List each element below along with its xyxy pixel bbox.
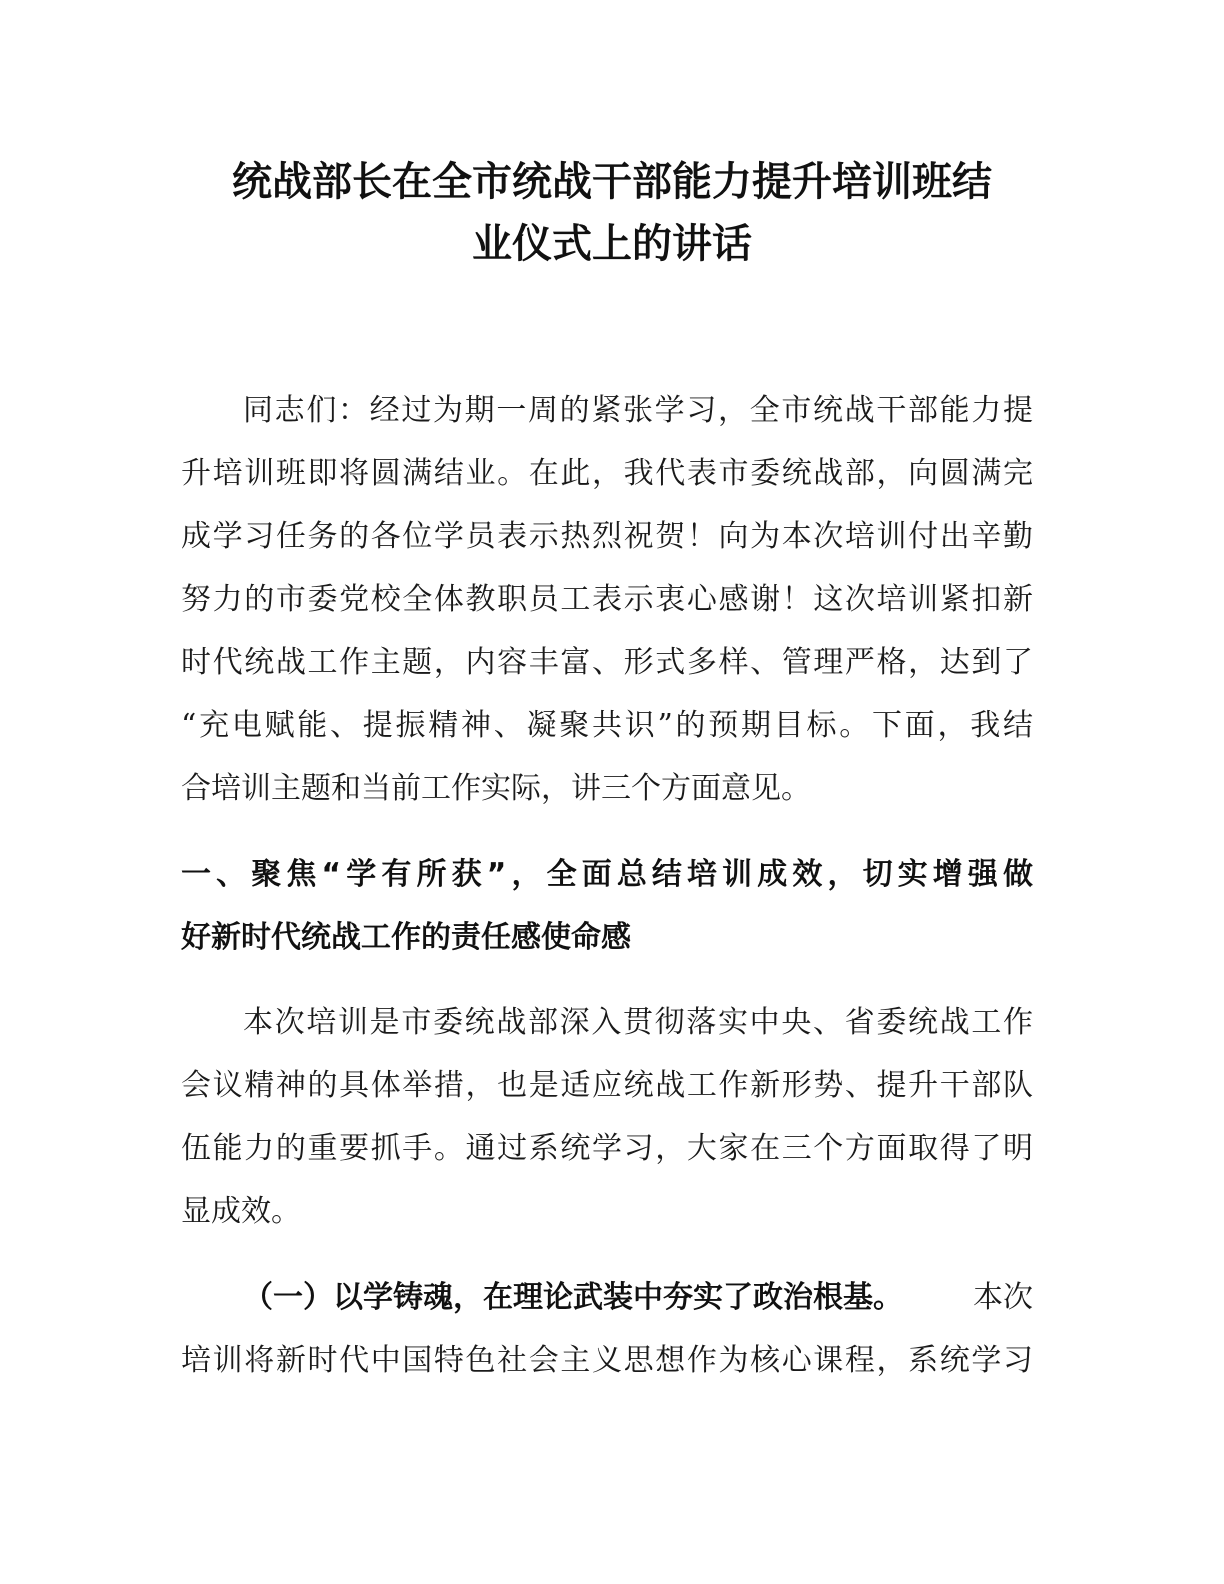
paragraph-1-line-2: 升培训班即将圆满结业。在此，我代表市委统战部，向圆满完 [181, 456, 1033, 491]
paragraph-1-line-5: 时代统战工作主题，内容丰富、形式多样、管理严格，达到了 [181, 645, 1033, 680]
paragraph-2-line-4: 显成效。 [181, 1194, 301, 1229]
paragraph-1-line-6: “充电赋能、提振精神、凝聚共识”的预期目标。下面，我结 [181, 708, 1033, 743]
paragraph-2-line-2: 会议精神的具体举措，也是适应统战工作新形势、提升干部队 [181, 1068, 1033, 1103]
section-heading-line-2: 好新时代统战工作的责任感使命感 [181, 920, 631, 955]
paragraph-3-line-1: 培训将新时代中国特色社会主义思想作为核心课程，系统学习 [181, 1343, 1033, 1378]
paragraph-1-line-3: 成学习任务的各位学员表示热烈祝贺！向为本次培训付出辛勤 [181, 519, 1033, 554]
title-line-2: 业仪式上的讲话 [472, 221, 752, 267]
paragraph-1-line-4: 努力的市委党校全体教职员工表示衷心感谢！这次培训紧扣新 [181, 582, 1033, 617]
paragraph-1-line-7: 合培训主题和当前工作实际，讲三个方面意见。 [181, 771, 811, 806]
subheading-1-bold: （一）以学铸魂，在理论武装中夯实了政治根基。 [243, 1280, 903, 1315]
subheading-1 [243, 1280, 1033, 1316]
title-line-1: 统战部长在全市统战干部能力提升培训班结 [232, 159, 992, 205]
paragraph-1-line-1: 同志们：经过为期一周的紧张学习，全市统战干部能力提 [243, 393, 1033, 428]
paragraph-2-line-3: 伍能力的重要抓手。通过系统学习，大家在三个方面取得了明 [181, 1131, 1033, 1166]
paragraph-2-line-1: 本次培训是市委统战部深入贯彻落实中央、省委统战工作 [243, 1005, 1033, 1040]
section-heading-line-1: 一、聚焦“学有所获”，全面总结培训成效，切实增强做 [181, 857, 1033, 892]
subheading-1-text: 本次 [973, 1280, 1033, 1315]
